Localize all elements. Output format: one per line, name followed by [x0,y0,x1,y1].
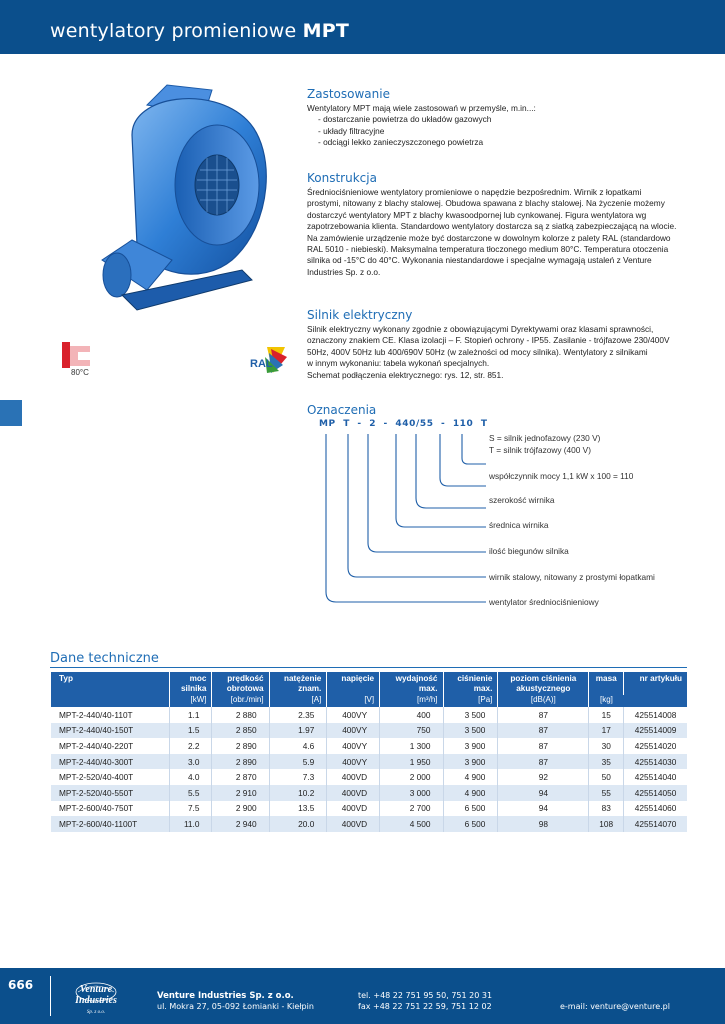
column-unit: [V] [327,695,380,707]
column-header: napięcie [327,672,380,695]
table-cell: 425514040 [624,769,687,785]
table-cell: 2 910 [212,785,269,801]
table-cell: 5.9 [269,754,327,770]
column-header: nr artykułu [624,672,687,707]
temperature-icon [60,340,96,370]
tech-data-table [51,672,687,832]
table-cell: 400VY [327,723,380,739]
fax-number: fax +48 22 751 22 59, 751 12 02 [358,1002,492,1011]
email-address[interactable]: e-mail: venture@venture.pl [560,1002,670,1011]
column-unit: [Pa] [443,695,498,707]
table-cell: 2 890 [212,738,269,754]
code-label-impeller: wirnik stalowy, nitowany z prostymi łopatkami [489,572,655,582]
table-cell: 2 700 [380,801,443,817]
table-cell: 13.5 [269,801,327,817]
table-cell: 425514008 [624,707,687,723]
table-cell: 3 900 [443,738,498,754]
ral-label: RAL [250,358,273,370]
column-header: poziom ciśnienia akustycznego [498,672,589,695]
table-cell: 3 500 [443,707,498,723]
table-cell: 400VY [327,754,380,770]
divider [50,976,51,1016]
page-title: wentylatory promieniowe MPT [50,20,350,42]
table-cell: 2.2 [169,738,212,754]
table-cell: 94 [498,785,589,801]
table-cell: 400VD [327,769,380,785]
table-cell: 425514070 [624,816,687,832]
logo-text: Venture [79,984,113,995]
column-header: Typ [51,672,169,707]
column-header: moc silnika [169,672,212,695]
table-cell: 7.3 [269,769,327,785]
table-cell: 1.5 [169,723,212,739]
table-cell: 55 [589,785,624,801]
table-cell: 400VD [327,816,380,832]
table-cell: 750 [380,723,443,739]
table-cell: 425514060 [624,801,687,817]
page-footer [0,968,725,1024]
table-cell: 98 [498,816,589,832]
table-cell: 425514009 [624,723,687,739]
konstrukcja-title: Konstrukcja [307,171,377,185]
product-series-name: MPT [302,20,350,42]
table-cell: 6 500 [443,801,498,817]
designation-code: MP T - 2 - 440/55 - 110 T [319,419,488,429]
table-cell: MPT-2-440/40-220T [51,738,169,754]
table-cell: MPT-2-440/40-110T [51,707,169,723]
table-cell: 1 300 [380,738,443,754]
table-cell: MPT-2-520/40-400T [51,769,169,785]
code-label-poles: ilość biegunów silnika [489,546,569,556]
table-cell: 400VY [327,707,380,723]
table-cell: 6 500 [443,816,498,832]
table-cell: 1.97 [269,723,327,739]
column-unit: [obr./min] [212,695,269,707]
table-cell: 17 [589,723,624,739]
table-cell: 2 880 [212,707,269,723]
code-label-t: T = silnik trójfazowy (400 V) [489,445,591,455]
connector-line [396,434,486,527]
list-item: - odciągi lekko zanieczyszczonego powietrza [318,137,484,148]
table-cell: 87 [498,723,589,739]
table-cell: 83 [589,801,624,817]
table-cell: MPT-2-440/40-300T [51,754,169,770]
tech-data-body [51,707,687,832]
divider [50,667,687,668]
table-cell: 10.2 [269,785,327,801]
table-cell: 7.5 [169,801,212,817]
ral-color-icon [249,343,289,375]
column-unit: [kW] [169,695,212,707]
column-unit: [dB(A)] [498,695,589,707]
table-cell: 15 [589,707,624,723]
table-row [51,738,687,754]
code-label-s: S = silnik jednofazowy (230 V) [489,433,601,443]
table-cell: 2 940 [212,816,269,832]
table-cell: 2 000 [380,769,443,785]
company-name: Venture Industries Sp. z o.o. [157,991,294,1001]
table-cell: 4.0 [169,769,212,785]
column-header: masa [589,672,624,695]
table-cell: 2 890 [212,754,269,770]
oznaczenia-title: Oznaczenia [307,403,377,417]
table-cell: 20.0 [269,816,327,832]
list-item: - dostarczanie powietrza do układów gazowych [318,114,492,125]
table-cell: MPT-2-600/40-1100T [51,816,169,832]
page-number: 666 [8,978,34,992]
column-unit: [A] [269,695,327,707]
table-cell: 1 950 [380,754,443,770]
table-cell: 94 [498,801,589,817]
code-label-diameter: średnica wirnika [489,520,549,530]
temperature-label: 80°C [71,368,89,377]
list-item: - układy filtracyjne [318,125,385,136]
zastosowanie-title: Zastosowanie [307,87,390,101]
table-cell: MPT-2-600/40-750T [51,801,169,817]
connector-line [462,434,486,464]
table-cell: 92 [498,769,589,785]
phone-number: tel. +48 22 751 95 50, 751 20 31 [358,991,493,1000]
table-cell: MPT-2-520/40-550T [51,785,169,801]
column-header: wydajność max. [380,672,443,695]
table-cell: 3 900 [443,754,498,770]
column-unit: [kg] [589,695,624,707]
silnik-title: Silnik elektryczny [307,308,413,322]
table-cell: 3 000 [380,785,443,801]
code-label-width: szerokość wirnika [489,495,555,505]
column-header: natężenie znam. [269,672,327,695]
code-label-fan-type: wentylator średniociśnieniowy [489,597,599,607]
column-header: ciśnienie max. [443,672,498,695]
column-header: prędkość obrotowa [212,672,269,695]
table-cell: 3 500 [443,723,498,739]
table-row [51,785,687,801]
table-cell: 35 [589,754,624,770]
fan-product-image [92,75,292,320]
connector-line [348,434,486,577]
venture-industries-logo [64,976,128,1018]
table-cell: 2 900 [212,801,269,817]
table-cell: 4 900 [443,769,498,785]
connector-line [440,434,486,486]
table-cell: 400VY [327,738,380,754]
table-row [51,754,687,770]
table-cell: 87 [498,738,589,754]
section-tab-marker [0,400,22,426]
table-cell: 4.6 [269,738,327,754]
table-row [51,723,687,739]
tech-data-title: Dane techniczne [50,651,159,666]
silnik-text: Silnik elektryczny wykonany zgodnie z obowiązującymi Dyrektywami oraz klasami sprawności, oznaczony znakiem CE. Klasa izolacji – F. Stopień ochrony - IP55. Zasilanie - trójfazowe 230/400V 50Hz, 400V 50Hz lub 400/690V 50Hz (w zależności od mocy silnika). Wentylatory z silnikami w innym wykonaniu: tabela wykonań specjalnych. Schemat podłączenia elektrycznego: rys. 12, str. 851. [307,324,670,380]
table-row [51,801,687,817]
table-cell: 2 870 [212,769,269,785]
table-cell: 1.1 [169,707,212,723]
table-cell: 2.35 [269,707,327,723]
table-cell: 11.0 [169,816,212,832]
table-cell: 3.0 [169,754,212,770]
table-cell: 2 850 [212,723,269,739]
logo-text: Sp. z o.o. [86,1010,106,1015]
table-cell: 87 [498,707,589,723]
company-address: ul. Mokra 27, 05-092 Łomianki - Kiełpin [157,1002,314,1011]
table-row [51,707,687,723]
table-cell: 30 [589,738,624,754]
table-cell: 400 [380,707,443,723]
table-row [51,769,687,785]
table-row [51,816,687,832]
page-header [0,0,725,54]
table-cell: 4 500 [380,816,443,832]
table-cell: 400VD [327,785,380,801]
table-cell: 5.5 [169,785,212,801]
table-cell: 425514020 [624,738,687,754]
table-cell: 425514030 [624,754,687,770]
table-cell: 87 [498,754,589,770]
table-cell: MPT-2-440/40-150T [51,723,169,739]
table-cell: 50 [589,769,624,785]
table-cell: 400VD [327,801,380,817]
zastosowanie-text: Wentylatory MPT mają wiele zastosowań w przemyśle, m.in...: - dostarczanie powietrza do układów gazowych - układy filtracyjne - odciągi lekko zanieczyszczonego powietrza [307,103,685,149]
table-cell: 108 [589,816,624,832]
code-label-power: współczynnik mocy 1,1 kW x 100 = 110 [489,471,634,481]
table-cell: 4 900 [443,785,498,801]
table-cell: 425514050 [624,785,687,801]
logo-text: Industries [75,995,117,1006]
connector-line [368,434,486,552]
column-unit: [m³/h] [380,695,443,707]
connector-line [416,434,486,508]
konstrukcja-text: Średniociśnieniowe wentylatory promieniowe o napędzie bezpośrednim. Wirnik z łopatkami prostymi, nitowany z blachy stalowej. Obudowa spawana z blachy stalowej. Na życzenie możemy dostarczyć wentylatory MPT z blachy kwasoodpornej lub cynkowanej. Figura wentylatora wg zapotrzebowania klienta. Standardowo wentylatory dostarcza są z siatką zabezpieczającą na wlocie. Na zamówienie urządzenie może być dostarczone w dowolnym kolorze z palety RAL (standardowo RAL 5010 - niebieski). Maksymalna temperatura tłoczonego medium 80°C. Temperatura otoczenia silnika od -15°C do 40°C. Wykonania niestandardowe i specjalne wymagają ustaleń z Venture Industries Sp. z o.o. [307,187,677,277]
